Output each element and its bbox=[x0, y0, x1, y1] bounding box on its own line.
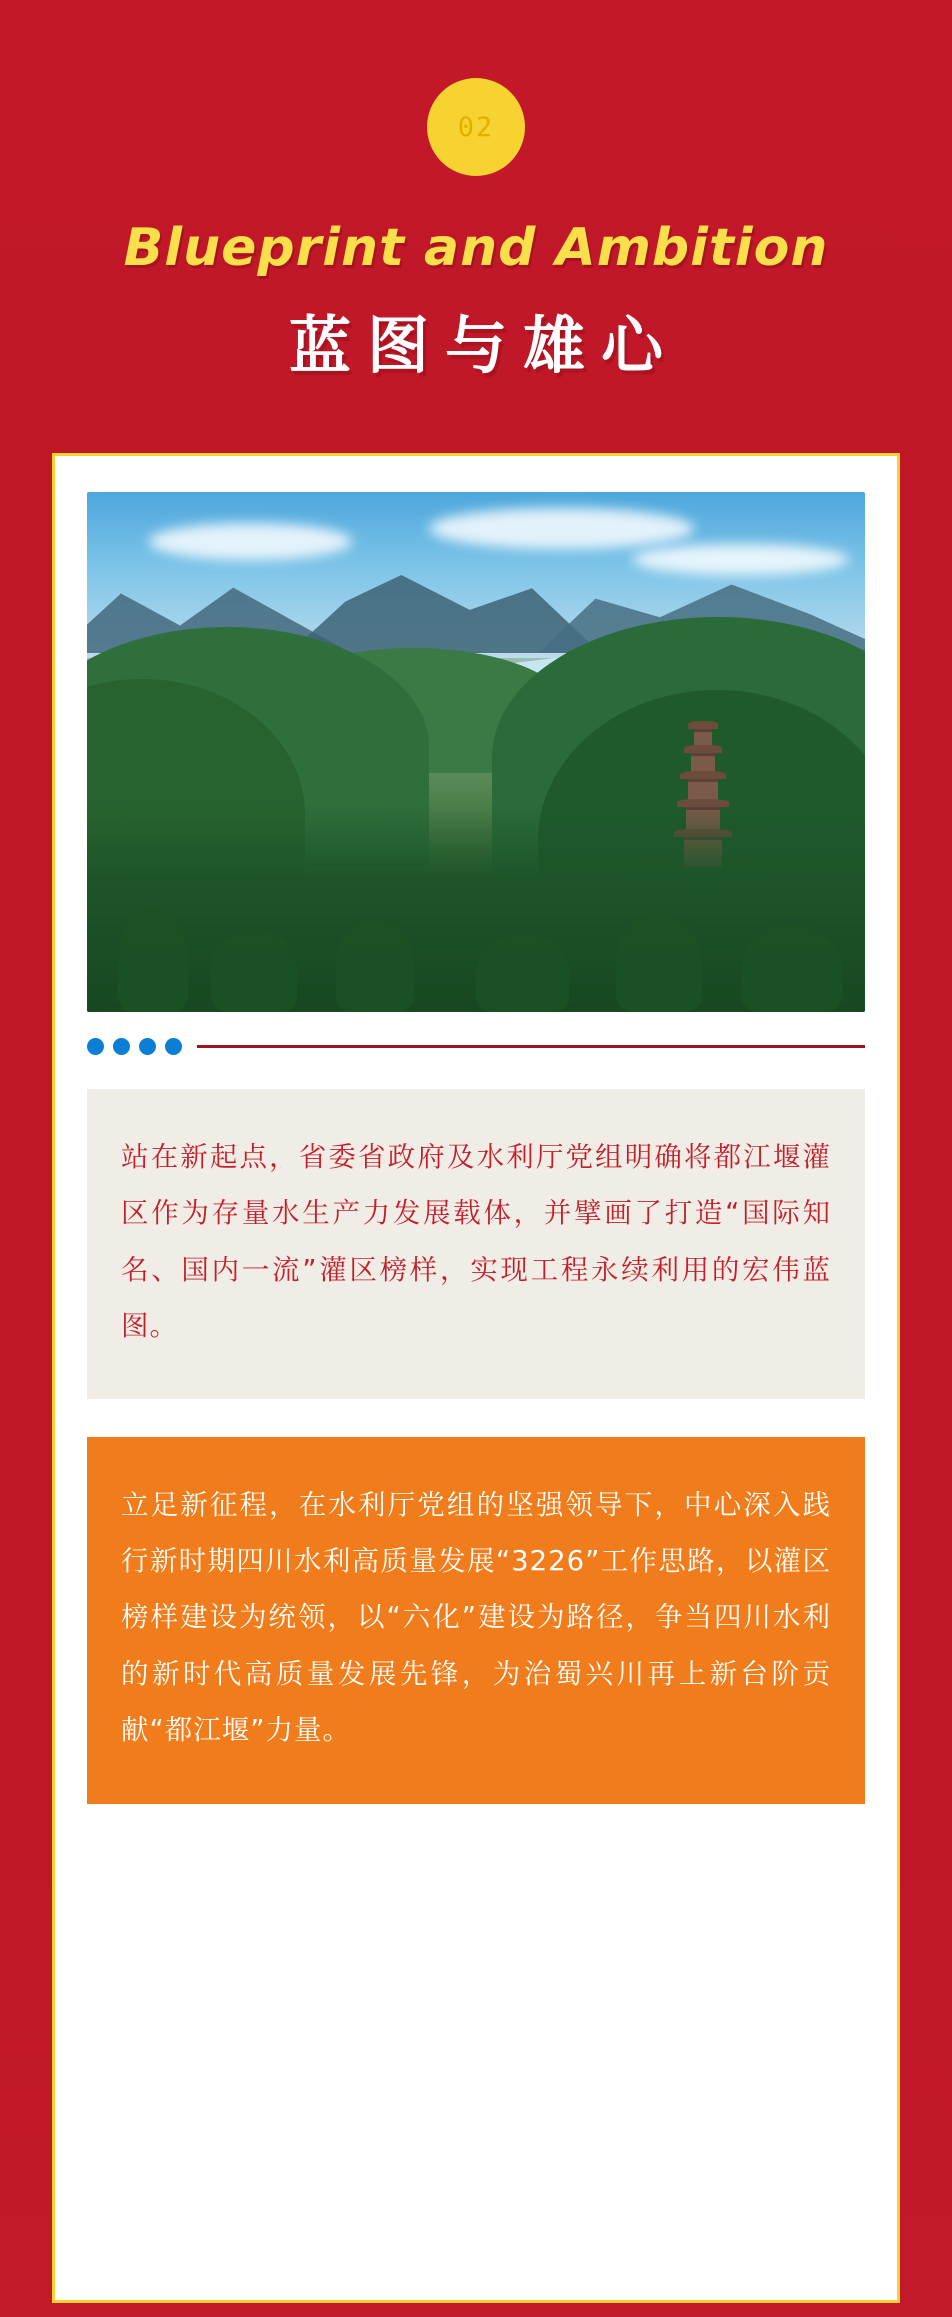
cloud-shape bbox=[632, 544, 850, 575]
dots-divider bbox=[87, 1038, 865, 1055]
paragraph-block-grey bbox=[87, 1089, 865, 1399]
cloud-shape bbox=[429, 508, 694, 550]
title-english: Blueprint and Ambition bbox=[123, 218, 829, 278]
title-chinese: 蓝图与雄心 bbox=[288, 309, 679, 382]
tree-shape bbox=[336, 918, 414, 1012]
divider-dot bbox=[139, 1038, 156, 1055]
divider-dot bbox=[113, 1038, 130, 1055]
section-number-badge bbox=[427, 78, 525, 176]
paragraph-block-orange bbox=[87, 1437, 865, 1805]
section-number-text: 02 bbox=[457, 111, 495, 143]
paragraph-text-grey: 站在新起点，省委省政府及水利厅党组明确将都江堰灌区作为存量水生产力发展载体，并擘画了打造“国际知名、国内一流”灌区榜样，实现工程永续利用的宏伟蓝图。 bbox=[121, 1141, 831, 1343]
tree-shape bbox=[616, 913, 702, 1012]
divider-line bbox=[197, 1045, 865, 1048]
landscape-photo bbox=[87, 492, 865, 1012]
divider-dot bbox=[165, 1038, 182, 1055]
tree-shape bbox=[741, 924, 842, 1012]
tree-shape bbox=[476, 934, 569, 1012]
tree-shape bbox=[211, 929, 297, 1012]
tree-shape bbox=[118, 908, 188, 1012]
content-card bbox=[52, 453, 900, 2303]
divider-dot bbox=[87, 1038, 104, 1055]
cloud-shape bbox=[149, 523, 351, 559]
paragraph-text-orange: 立足新征程，在水利厅党组的坚强领导下，中心深入践行新时期四川水利高质量发展“3226”工作思路，以灌区榜样建设为统领，以“六化”建设为路径，争当四川水利的新时代高质量发展先锋，为治蜀兴川再上新台阶贡献“都江堰”力量。 bbox=[121, 1488, 831, 1746]
poster-header bbox=[0, 0, 952, 385]
